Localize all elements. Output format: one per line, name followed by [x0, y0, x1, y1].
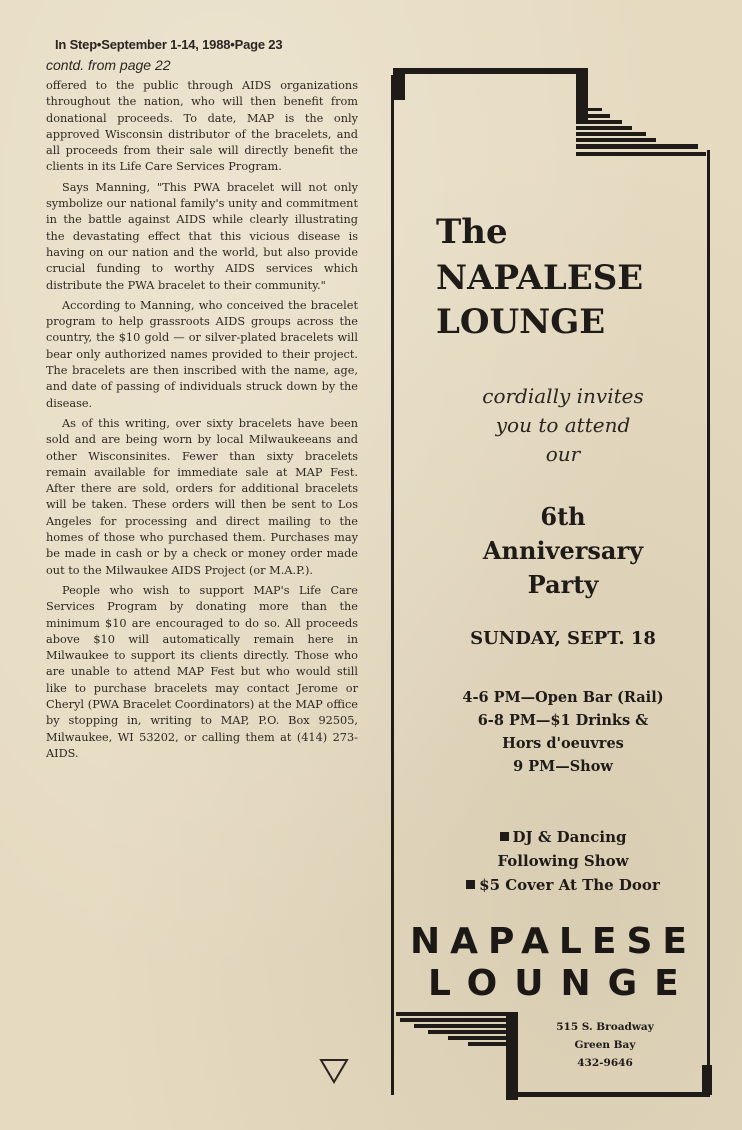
square-bullet-icon	[500, 832, 509, 841]
article-paragraph: offered to the public through AIDS organizations throughout the nation, who will then benefit from donational proceeds. To date, MAP is the only approved Wisconsin distributor of the bracelets, and all proceeds from their sale will directly benefit the clients in its Life Care Services Program.	[46, 79, 358, 174]
invite-line: cordially invites	[482, 384, 644, 408]
schedule-line: Hors d'oeuvres	[502, 735, 624, 752]
article-paragraph: As of this writing, over sixty bracelets have been sold and are being worn by local Milwaukeeans and other Wisconsinites. Fewer than sixty bracelets remain available for immediate sale at MAP Fest. After there are sold, orders for additional bracelets will be taken. These orders will then be sent to Los Angeles for processing and direct mailing to the homes of those who purchased them. Purchases may be made in cash or by a check or money order made out to the Milwaukee AIDS Project (or M.A.P.).	[46, 416, 358, 577]
party-line: Anniversary	[482, 536, 644, 565]
schedule-line: 9 PM—Show	[513, 758, 613, 775]
square-bullet-icon	[466, 880, 475, 889]
invite-line: you to attend	[495, 413, 631, 437]
party-line: Party	[527, 570, 599, 599]
extras-text: DJ & Dancing	[512, 828, 627, 846]
address-line: Green Bay	[574, 1039, 636, 1051]
masthead: In Step•September 1-14, 1988•Page 23	[55, 37, 283, 52]
ad-invitation	[430, 382, 696, 469]
article-paragraph: People who wish to support MAP's Life Care Services Program by donating more than the minimum $10 are encouraged to do so. All proceeds above $10 will automatically remain here in Milwaukee to support its clients directly. Those who are unable to attend MAP Fest but who would still like to purchase bracelets may contact Jerome or Cheryl (PWA Bracelet Coordinators) at the MAP office by stopping in, writing to MAP, P.O. Box 92505, Milwaukee, WI 53202, or calling them at (414) 273-AIDS.	[46, 583, 358, 760]
address-line: 515 S. Broadway	[556, 1021, 654, 1033]
extras-line	[430, 825, 696, 849]
ad-extras	[430, 825, 696, 897]
logo-lounge: LOUNGE	[428, 963, 696, 1004]
continued-note: contd. from page 22	[46, 57, 171, 73]
schedule-line: 4-6 PM—Open Bar (Rail)	[462, 689, 664, 706]
article-paragraph: According to Manning, who conceived the bracelet program to help grassroots AIDS groups across the country, the $10 gold — or silver-plated bracelets will bear only authorized names provided to their project. The bracelets are then inscribed with the name, age, and date of passing of individuals struck down by the disease.	[46, 298, 358, 410]
extras-line	[430, 873, 696, 897]
ad-schedule	[430, 686, 696, 778]
ad-title-name: NAPALESE	[436, 258, 644, 298]
address-line: 432-9646	[577, 1057, 633, 1069]
ad-date: SUNDAY, SEPT. 18	[470, 628, 656, 649]
article-paragraph: Says Manning, "This PWA bracelet will not only symbolize our national family's unity and commitment in the battle against AIDS while clearly illustrating the devastating effect that this vicious disease is having on our nation and the world, but also provide crucial funding to worthy AIDS services which distribute the PWA bracelet to their community."	[46, 180, 358, 292]
ad-title-the: The	[436, 212, 508, 252]
extras-line: Following Show	[497, 852, 629, 870]
ad-party-heading	[430, 500, 696, 602]
ad-address	[540, 1018, 670, 1072]
schedule-line: 6-8 PM—$1 Drinks &	[477, 712, 649, 729]
invite-line: our	[545, 442, 581, 466]
party-line: 6th	[540, 502, 586, 531]
ad-title-lounge: LOUNGE	[436, 302, 606, 342]
logo-napalese: NAPALESE	[410, 921, 697, 962]
extras-text: $5 Cover At The Door	[479, 876, 660, 894]
